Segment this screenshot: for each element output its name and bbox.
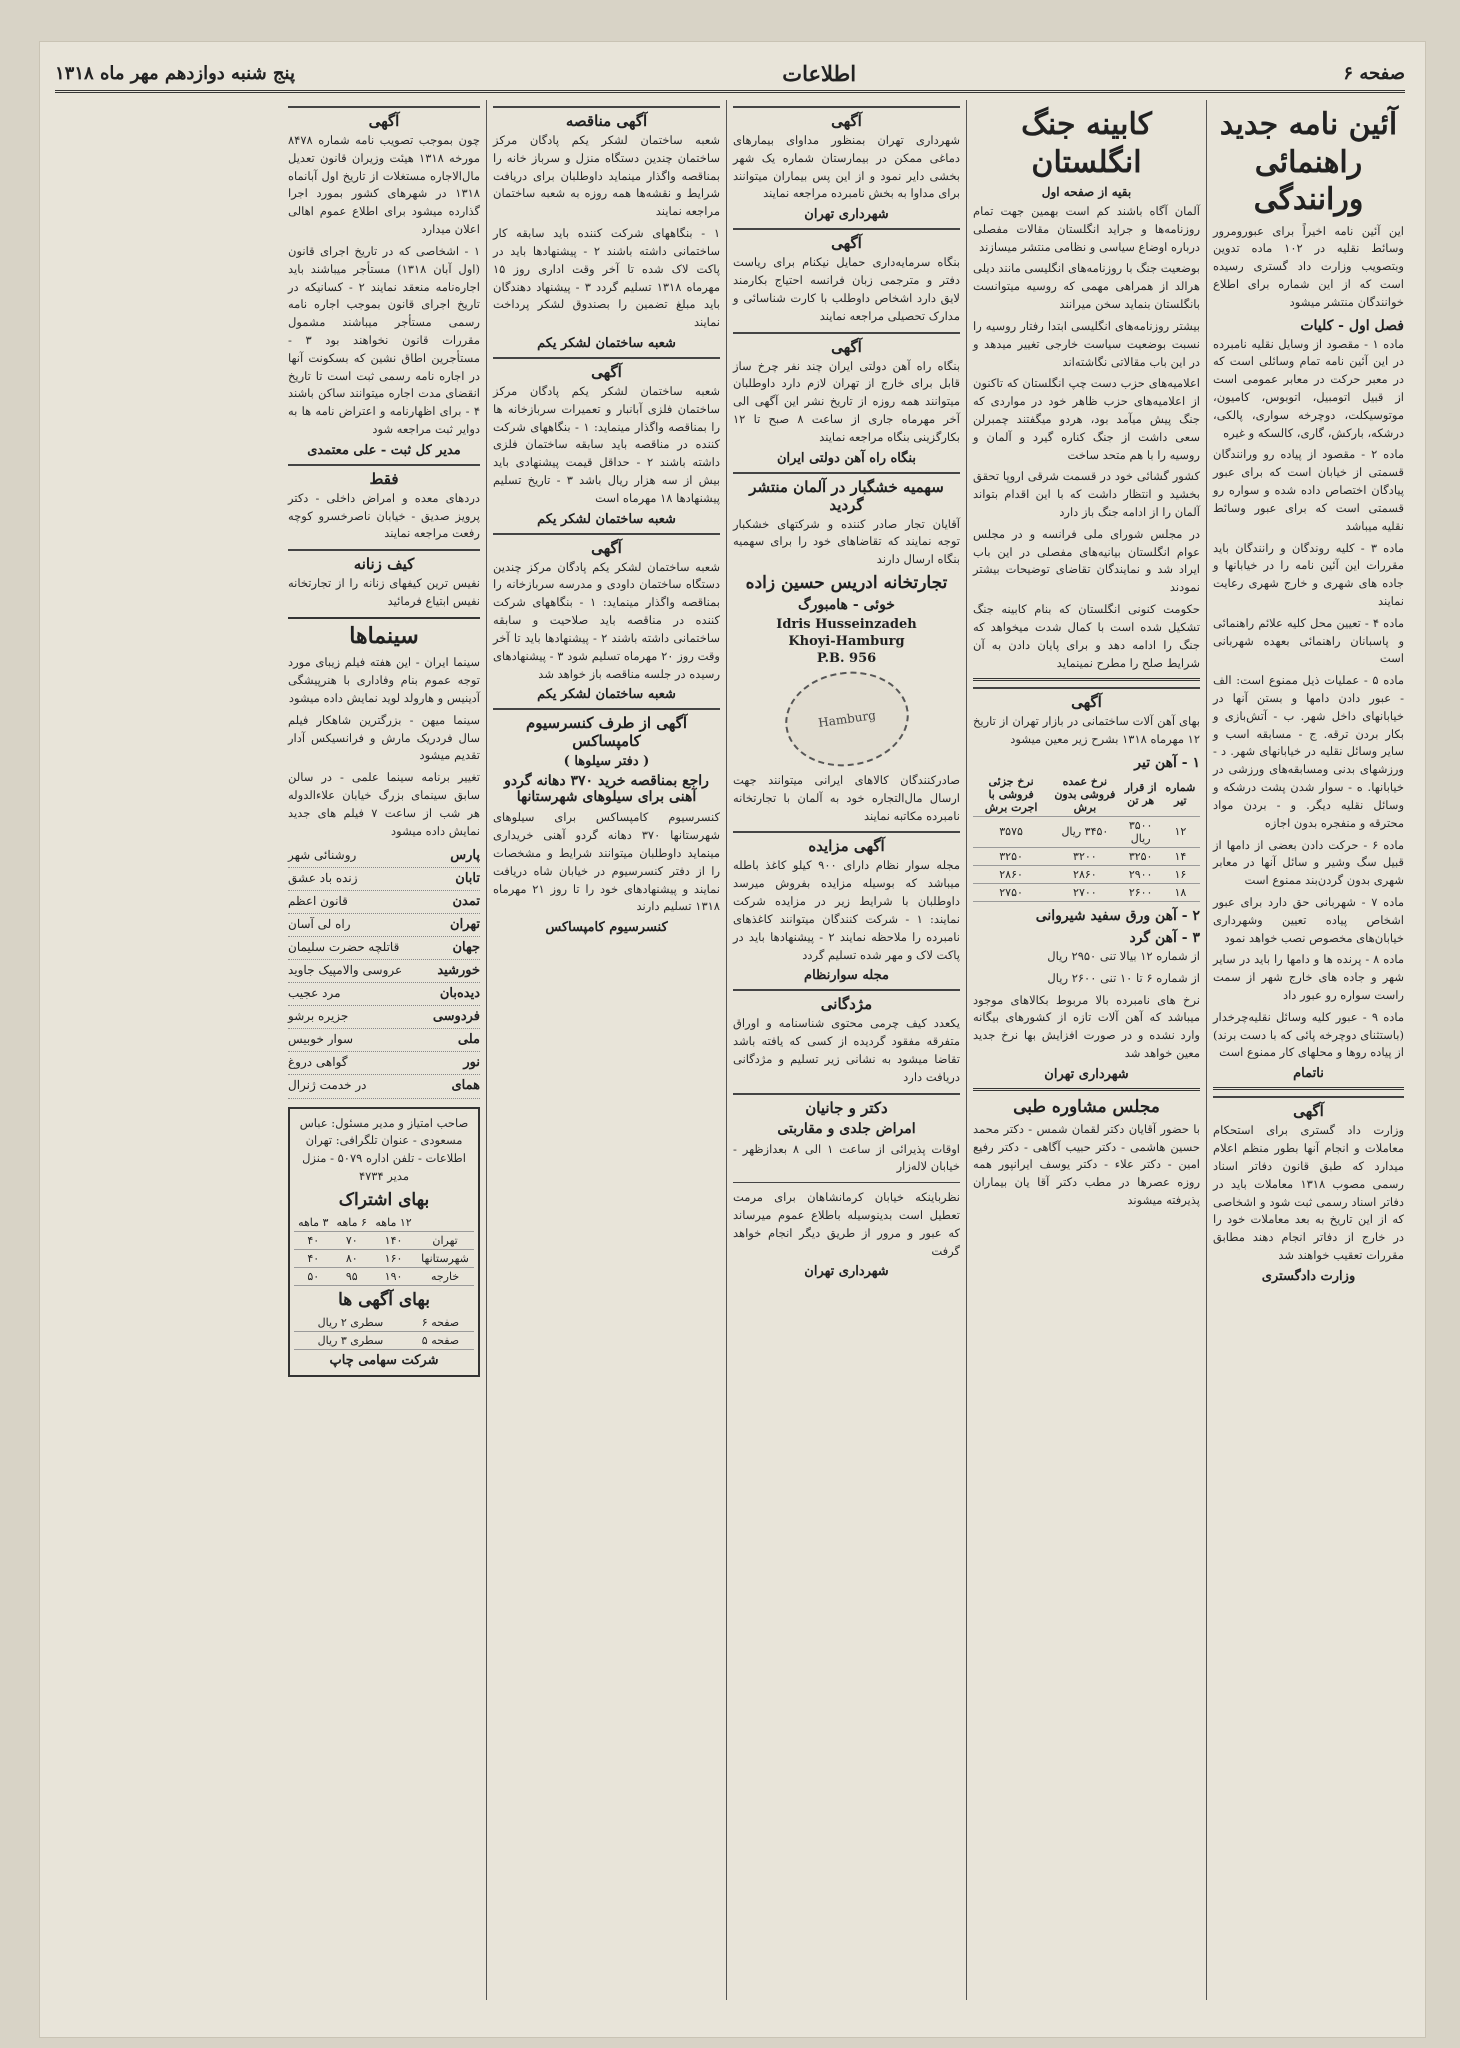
table-cell: ۴۰ — [294, 1249, 333, 1267]
article-continued: ناتمام — [1293, 1066, 1324, 1082]
list-item — [288, 1006, 480, 1029]
stamp-text: Hamburg — [816, 708, 877, 730]
ad-text: شعبه ساختمان لشکر یکم پادگان مرکز چندین دستگاه ساختمان داودی و مدرسه سربازخانه را بمناقصه واگذار مینماید: ۱ - بنگاههای شرکت کننده در مناقصه باید صلاحیت و سابقه ساختمانی داشته باشند ۲ - پیشنهادها باید تا آخر وقت روز ۲۰ مهرماه تسلیم شود ۳ - پیشنهادهای رسیده در جلسه مناقصه باز خواهد شد — [493, 559, 721, 681]
film-title: عروسی والامپیک جاوید — [288, 962, 403, 977]
table-cell: صفحه ۶ — [407, 1314, 474, 1332]
price-heading: ۳ - آهن گرد — [1129, 929, 1200, 946]
headline-traffic-regulations: آئین نامه جدید راهنمائی ورانندگی — [1219, 107, 1398, 217]
list-item — [288, 1029, 480, 1052]
table-row — [294, 1314, 474, 1332]
subscription-table — [294, 1214, 474, 1286]
table-row — [973, 883, 1200, 901]
table-row — [973, 865, 1200, 883]
iron-price-table — [973, 773, 1200, 902]
list-item — [288, 868, 480, 891]
publisher-info: صاحب امتیاز و مدیر مسئول: عباس مسعودی - عنوان تلگرافی: تهران اطلاعات - تلفن اداره ۵۰۷۹ - منزل مدیر ۴۷۳۴ — [299, 1115, 469, 1183]
article-paragraph: بیشتر روزنامه‌های انگلیسی ابتدا رفتار روسیه را نسبت بوضعیت سیاست خارجی تغییر میدهد و در این باب مقالاتی نگاشته‌اند — [973, 318, 1200, 369]
list-item — [288, 983, 480, 1006]
price-line: از شماره ۱۲ بیالا تنی ۲۹۵۰ ریال — [1047, 948, 1200, 963]
ad-signature: شهرداری تهران — [804, 1264, 889, 1280]
list-item — [288, 914, 480, 937]
price-note: نرخ های نامبرده بالا مربوط بکالاهای موجود میباشد که آهن آلات تازه از کشورهای بیگانه وارد نشده و در صورت افزایش بها نرخ جدید معین خواهد شد — [973, 992, 1200, 1060]
cinema-name: ملی — [457, 1032, 480, 1048]
ad-text: شعبه ساختمان لشکر یکم پادگان مرکز ساختمان چندین دستگاه منزل و سرباز خانه را بمناقصه واگذار مینماید داوطلبان برای دریافت شرایط و نقشه‌ها همه روزه به شعبه ساختمان مراجعه نمایند — [493, 133, 720, 219]
table-cell: ۳ ماهه — [294, 1214, 333, 1232]
cinema-paragraph: سینما ایران - این هفته فیلم زیبای مورد توجه عموم بنام وفاداری با هنرپیشگی آدینیس و هارولد لوید نمایش داده میشود — [288, 655, 480, 705]
table-row — [294, 1231, 474, 1249]
film-title: گواهی دروغ — [288, 1055, 348, 1070]
table-cell: ۳۲۰۰ — [1049, 847, 1120, 865]
ad-text: مجله سوار نظام دارای ۹۰۰ کیلو کاغذ باطله میباشد که بوسیله مزایده بفروش میرسد داوطلبان با شرایط زیر در مزایده شرکت نمایند: ۱ - شرکت کنندگان میتوانند کاغذهای نامبرده را ملاحظه نمایند ۲ - پیشنهادها باید در پاکت لاک و مهر شده تسلیم گردد — [733, 858, 960, 962]
ad-text: نفیس ترین کیفهای زنانه را از تجارتخانه نفیس ابتیاع فرمائید — [288, 576, 480, 609]
list-item — [288, 1075, 480, 1098]
price-line: از شماره ۶ تا ۱۰ تنی ۲۶۰۰ ریال — [1047, 970, 1200, 985]
cinema-name: نور — [463, 1055, 480, 1071]
price-heading: ۱ - آهن تیر — [1134, 754, 1200, 771]
masthead — [55, 56, 1405, 93]
ad-title: آگهی — [733, 228, 960, 252]
ad-signature: شعبه ساختمان لشکر یکم — [537, 511, 676, 527]
cinema-name: پارس — [450, 847, 480, 863]
ad-text: بهای آهن آلات ساختمانی در بازار تهران از تاریخ ۱۲ مهرماه ۱۳۱۸ بشرح زیر معین میشود — [973, 714, 1200, 747]
columns — [50, 100, 1410, 2000]
article-paragraph: بوضعیت جنگ با روزنامه‌های انگلیسی مانند دیلی هرالد از همراهی مهمی که روسیه میتوانست بانگلستان بنماید سخن میرانند — [973, 261, 1200, 312]
cinema-name: تمدن — [452, 893, 480, 909]
ad-title: آگهی — [493, 533, 720, 557]
ad-text: نظرباینکه خیابان کرمانشاهان برای مرمت تعطیل است بدینوسیله باطلاع عموم میرساند که عبور و مرور از طریق دیگر انجام خواهد گرفت — [733, 1190, 960, 1258]
ad-heading: راجع بمناقصه خرید ۳۷۰ دهانه گردو آهنی برای سیلوهای شهرستانها — [504, 773, 709, 806]
table-cell: ۱۸ — [1161, 883, 1200, 901]
article-paragraph: در مجلس شورای ملی فرانسه و در مجلس عوام انگلستان بیانیه‌های مفصلی در این باب ایراد شد و نمایندگان تقاضای توضیحات بیشتر نمودند — [973, 526, 1200, 595]
ad-signature: شعبه ساختمان لشکر یکم — [537, 687, 676, 703]
article-paragraph: ماده ۲ - مقصود از پیاده رو ورانندگان قسمتی از خیابان است که برای عبور پیادگان اختصاص داده شده و سواره رو قسمتی است که برای عبور وسائط نقلیه میباشد — [1213, 447, 1404, 533]
table-cell: ۸۰ — [333, 1249, 371, 1267]
cinema-name: فردوسی — [432, 1009, 480, 1025]
company-latin-city: Khoyi-Hamburg — [788, 634, 905, 649]
cinema-list — [288, 845, 480, 1099]
ad-signature: شهرداری تهران — [1044, 1066, 1129, 1082]
table-header: نرخ جزئی فروشی با اجرت برش — [973, 773, 1049, 817]
table-cell: ۳۲۵۰ — [1121, 847, 1161, 865]
table-cell: تهران — [416, 1231, 474, 1249]
stamp-icon — [779, 664, 915, 774]
ad-text: کنسرسیوم کامپساکس برای سیلوهای شهرستانها ۳۷۰ دهانه گردو آهنی خریداری مینماید داوطلبان میتوانند شرایط و مشخصات را از دفتر کنسرسیوم در خیابان شاه دریافت نمایند و پیشنهادهای خود را تا روز ۲۱ مهرماه ۱۳۱۸ تسلیم دارند — [493, 810, 720, 914]
cinema-name: دیده‌بان — [439, 986, 480, 1002]
table-header: از قرار هر تن — [1121, 773, 1161, 817]
ad-text: بنگاه راه آهن دولتی ایران چند نفر چرخ ساز قابل برای خارج از تهران لازم دارد داوطلبان میتوانند همه روزه از تاریخ نشر این آگهی الی آخر مهرماه جاری از ساعت ۸ صبح تا ۱۲ بکارگزینی بنگاه مراجعه نمایند — [733, 358, 960, 444]
ad-title: آگهی مزایده — [733, 831, 960, 855]
table-cell: خارجه — [416, 1267, 474, 1285]
table-cell: سطری ۲ ریال — [294, 1314, 407, 1332]
article-paragraph: ماده ۹ - عبور کلیه وسائل نقلیه‌چرخدار (باستثنای دوچرخه پائی که با دست برند) از پیاده روها و محلهای کار ممنوع است — [1213, 1009, 1404, 1060]
ad-text: دردهای معده و امراض داخلی - دکتر پرویز صدیق - خیابان ناصرخسرو کوچه رفعت مراجعه نمایند — [288, 490, 480, 541]
table-row — [973, 816, 1200, 847]
article-intro: این آئین نامه اخیراً برای عبورومرور وسائط نقلیه در ۱۰۲ ماده تدوین وبتصویب وزارت داد گستری رسیده است که از این شماره برای اطلاع خوانندگان منتشر میشود — [1213, 223, 1404, 309]
table-cell: ۱۶۰ — [371, 1249, 416, 1267]
article-paragraph: آلمان آگاه باشند کم است بهمین جهت تمام روزنامه‌ها و جراید انگلستان مقالات مفصلی درباره اوضاع سیاسی و نظامی منتشر میسازند — [973, 204, 1200, 254]
ad-signature: مدیر کل ثبت - علی معتمدی — [307, 442, 461, 458]
divider — [1213, 1087, 1404, 1090]
list-item — [288, 937, 480, 960]
table-cell: ۲۷۵۰ — [973, 883, 1049, 901]
table-cell: ۳۴۵۰ ریال — [1049, 816, 1120, 847]
article-paragraph: ماده ۵ - عملیات ذیل ممنوع است: الف - عبور دادن دامها و بستن آنها در خیابانهای داخل شهر. ب - آتش‌بازی و بکار بردن ترقه. ج - مسابقه اسب و سایر وسائل نقلیه در خیابانهای شهر. د - ورزشهای بدنی ومسابقه‌های ورزشی در خیابانها. ه - سوار شدن پشت درشکه و وسائل نقلیه دیگر. و - بردن مواد محترقه و منفجره بدون اجازه — [1213, 673, 1404, 830]
cinema-name: تابان — [455, 870, 480, 886]
article-paragraph: کشور گشائی خود در قسمت شرقی اروپا تحقق بخشید و انتظار داشت که با این اقدام بتواند آلمان را از ادامه جنگ باز دارد — [973, 469, 1200, 519]
article-paragraph: ماده ۶ - حرکت دادن بعضی از دامها از قبیل سگ وشیر و سائل آنها در معابر شهری بدون گردن‌بند ممنوع است — [1213, 837, 1405, 888]
table-row — [294, 1214, 474, 1232]
ad-title: آگهی — [733, 332, 960, 356]
table-cell: ۷۰ — [333, 1231, 371, 1249]
ad-signature: شعبه ساختمان لشکر یکم — [537, 335, 676, 351]
ad-text: شهرداری تهران بمنظور مداوای بیمارهای دماغی ممکن در بیمارستان شماره یک شهر بخشی دایر نمود و از این پس بیماران میتوانند برای مداوا به بخش نامبرده مراجعه نمایند — [733, 133, 960, 201]
company-po-box: P.B. 956 — [816, 651, 877, 666]
article-paragraph: ماده ۳ - کلیه روندگان و رانندگان باید مقررات این آئین نامه را در خیابانها و جاده های شهری و خارج شهری رعایت نمایند — [1213, 540, 1404, 608]
list-item — [288, 1052, 480, 1075]
table-header: نرخ عمده فروشی بدون برش — [1049, 773, 1120, 817]
cinema-name: تهران — [450, 916, 480, 932]
ad-price-title: بهای آگهی ها — [338, 1289, 430, 1310]
list-item — [288, 845, 480, 868]
company-latin-name: Idris Husseinzadeh — [776, 617, 917, 632]
film-title: مرد عجیب — [288, 986, 341, 1001]
table-cell: سطری ۳ ریال — [294, 1331, 407, 1349]
table-cell: ۲۷۰۰ — [1049, 883, 1120, 901]
ad-text: اوقات پذیرائی از ساعت ۱ الی ۸ بعدازظهر - خیابان لاله‌زار — [733, 1141, 960, 1174]
table-cell: ۱۲ ماهه — [371, 1214, 416, 1232]
ad-text: آقایان تجار صادر کننده و شرکتهای خشکبار توجه نمایند که تقاضاهای خود را برای سهمیه بنگاه ارسال دارند — [733, 516, 960, 567]
ad-title: دکتر و جانیان — [733, 1093, 960, 1117]
ad-signature: شهرداری تهران — [804, 207, 889, 223]
divider — [973, 678, 1200, 681]
ad-title: آگهی از طرف کنسرسیوم کامپساکس — [493, 708, 720, 750]
ad-signature: کنسرسیوم کامپساکس — [545, 920, 668, 936]
cinemas-heading: سینماها — [288, 617, 480, 651]
table-cell: ۳۲۵۰ — [973, 847, 1049, 865]
table-cell: ۱۲ — [1161, 816, 1200, 847]
table-cell: ۲۹۰۰ — [1121, 865, 1161, 883]
article-paragraph: ماده ۱ - مقصود از وسایل نقلیه نامبرده در این آئین نامه تمام وسائلی است که در معبر حرکت در معابر عمومی است از قبیل اتومبیل، اتوبوس، کامیون، موتوسیکلت، دوچرخه سواری، پالکی، درشکه، بارکش، گاری، کالسکه و غیره — [1213, 336, 1404, 440]
ad-text: شعبه ساختمان لشکر یکم پادگان مرکز ساختمان فلزی آبانبار و تعمیرات سربازخانه ها را بمناقصه واگذار مینماید: ۱ - بنگاههای شرکت کننده در مناقصه باید سابقه ساختمان فلزی داشته باشند ۲ - حداقل قیمت پیشنهادی باید بیش از سه هزار ریال باشد ۳ - تاریخ تسلیم پیشنهادها ۱۸ مهرماه است — [493, 383, 721, 505]
table-cell: ۹۵ — [333, 1267, 371, 1285]
article-paragraph: ماده ۴ - تعیین محل کلیه علائم راهنمائی و پاسبانان راهنمائی بعهده شهربانی است — [1213, 615, 1404, 666]
ad-subtitle: امراض جلدی و مقاربتی — [777, 1120, 916, 1137]
ad-list: ۱ - بنگاههای شرکت کننده باید سابقه کار ساختمانی داشته باشند ۲ - پیشنهادها باید در پاکت لاک شده تا آخر وقت اداری روز ۱۵ مهرماه ۱۳۱۸ تسلیم گردد ۳ - پیشنهاد دهندگان باید مبلغ تضمین را بصندوق لشکر پرداخت نمایند — [493, 226, 721, 330]
ad-text: وزارت داد گستری برای استحکام معاملات و انجام آنها بطور منظم اعلام میدارد که طبق قانون دفاتر اسناد رسمی مصوب ۱۳۱۸ معاملات باید در دفاتر اسناد رسمی ثبت شود و اشخاصی که از این تاریخ به بعد معاملات خود را در خارج از دفاتر انجام دهند مطابق مقررات تعقیب خواهند شد — [1213, 1123, 1404, 1262]
ad-signature: وزارت دادگستری — [1261, 1268, 1356, 1284]
subscription-box — [288, 1107, 480, 1377]
film-title: قاتلچه حضرت سلیمان — [288, 939, 400, 954]
table-cell: ۳۵۷۵ — [973, 816, 1049, 847]
company-name: تجارتخانه ادریس حسین زاده — [745, 573, 948, 593]
table-row — [973, 847, 1200, 865]
table-cell: ۱۶ — [1161, 865, 1200, 883]
ad-title: فقط — [288, 464, 480, 488]
table-header: شماره تیر — [1161, 773, 1200, 817]
ad-title: مجلس مشاوره طبی — [1013, 1096, 1160, 1117]
table-cell: ۵۰ — [294, 1267, 333, 1285]
ad-title: سهمیه خشگبار در آلمان منتشر گردید — [733, 472, 960, 514]
table-cell: ۲۸۶۰ — [1049, 865, 1120, 883]
article-paragraph: ماده ۸ - پرنده ها و دامها را باید در سایر شهر و جاده های خارج شهر از سمت راست سواره رو عبور داد — [1213, 952, 1405, 1002]
table-cell: شهرستانها — [416, 1249, 474, 1267]
subscription-title: بهای اشتراک — [338, 1189, 430, 1210]
ad-text: یکعدد کیف چرمی محتوی شناسنامه و اوراق متفرقه مفقود گردیده از کسی که یافته باشد تقاضا میشود به نشانی زیر تسلیم و مژدگانی دریافت دارد — [733, 1016, 960, 1084]
ad-title: آگهی — [288, 106, 480, 130]
cinema-name: جهان — [452, 939, 480, 955]
column-war-cabinet — [966, 100, 1206, 2000]
table-cell: صفحه ۵ — [407, 1331, 474, 1349]
ad-list: ۱ - اشخاصی که در تاریخ اجرای قانون (اول آبان ۱۳۱۸) مستأجر میباشند باید اجاره‌نامه منعقد نمایند ۲ - کسانیکه در تاریخ اجرای قانون بموجب اجاره نامه رسمی مستأجر میباشند مشمول مقررات قانون نخواهند بود ۳ - مستأجرین اطاق نشین که بسکونت آنها در اجاره نامه رسمی ثبت است تا تاریخ انقضای مدت اجاره میتوانند ساکن باشند ۴ - برای اظهارنامه و اعتراض نامه ها به دوایر ثبت مراجعه شود — [288, 243, 481, 436]
table-cell: ۱۴ — [1161, 847, 1200, 865]
ad-title: کیف زنانه — [288, 549, 480, 573]
issue-date: پنج شنبه دوازدهم مهر ماه ۱۳۱۸ — [55, 62, 295, 84]
ad-signature: مجله سوارنظام — [804, 968, 889, 984]
printer-name: شرکت سهامی چاپ — [329, 1352, 439, 1368]
ad-subtitle: ( دفتر سیلوها ) — [563, 754, 650, 770]
cinema-paragraph: سینما میهن - بزرگترین شاهکار فیلم سال فردریک مارش و فرانسیکس آدار تقدیم میشود — [288, 712, 480, 763]
film-title: در خدمت ژنرال — [288, 1078, 367, 1093]
ad-title: آگهی — [973, 687, 1200, 711]
column-ads-middle — [726, 100, 966, 2000]
table-cell: ۱۴۰ — [371, 1231, 416, 1249]
ad-text: بنگاه سرمایه‌داری حمایل نیکنام برای ریاست دفتر و مترجمی زبان فرانسه احتیاج بکارمند لایق دارد اشخاص داوطلب با کارت شناسائی و مدارک تحصیلی مراجعه نمایند — [733, 255, 960, 323]
price-heading: ۲ - آهن ورق سفید شیروانی — [1035, 907, 1200, 924]
table-cell: ۲۶۰۰ — [1121, 883, 1161, 901]
list-item — [288, 960, 480, 983]
table-cell — [416, 1214, 474, 1232]
list-item — [288, 891, 480, 914]
column-notices-cinemas — [282, 100, 486, 2000]
headline-war-cabinet: کابینه جنگ انگلستان — [1021, 107, 1152, 180]
ad-title: آگهی — [733, 106, 960, 130]
table-cell: ۱۹۰ — [371, 1267, 416, 1285]
table-cell: ۴۰ — [294, 1231, 333, 1249]
ad-text: چون بموجب تصویب نامه شماره ۸۴۷۸ مورخه ۱۳۱۸ هیئت وزیران قانون تعدیل مال‌الاجاره مستغلات از تاریخ اول آبانماه ۱۳۱۸ در شهرهای کشور بمورد اجرا گذارده میشود برای اطلاع عموم اهالی اعلان میدارد — [288, 133, 480, 237]
cinema-name: خورشید — [437, 962, 480, 978]
table-cell: ۶ ماهه — [333, 1214, 371, 1232]
table-cell: ۳۵۰۰ ریال — [1121, 816, 1161, 847]
divider — [733, 1182, 960, 1183]
ad-title: آگهی — [1213, 1096, 1404, 1120]
ad-signature: بنگاه راه آهن دولتی ایران — [776, 450, 916, 466]
continued-from: بقیه از صفحه اول — [1041, 185, 1132, 199]
article-paragraph: ماده ۷ - شهربانی حق دارد برای عبور اشخاص پیاده تعیین وشهرداری خیابان‌های مخصوص نصب خواهد نمود — [1213, 894, 1404, 945]
article-paragraph: حکومت کنونی انگلستان که بنام کابینه جنگ تشکیل شده است با کمال شدت میخواهد که جنگ را ادامه دهد و برای پایان دادن به آن شرایط صلح را مطرح نمینماید — [973, 602, 1200, 670]
ad-price-table — [294, 1314, 474, 1350]
film-title: قانون اعظم — [288, 893, 348, 908]
film-title: راه لی آسان — [288, 916, 351, 931]
column-regulations — [1206, 100, 1410, 2000]
film-title: روشنائی شهر — [288, 847, 357, 862]
company-city: خوئی - هامبورگ — [798, 597, 895, 613]
page-number: صفحه ۶ — [1343, 62, 1405, 84]
film-title: جزیره برشو — [288, 1009, 349, 1024]
table-row — [294, 1267, 474, 1285]
cinema-name: همای — [451, 1078, 480, 1094]
film-title: سوار خوبیس — [288, 1032, 354, 1047]
ad-text: صادرکنندگان کالاهای ایرانی میتوانند جهت ارسال مال‌التجاره خود به آلمان با تجارتخانه نامبرده مکاتبه نمایند — [733, 773, 960, 823]
section-heading: فصل اول - کلیات — [1300, 317, 1404, 334]
table-cell: ۲۸۶۰ — [973, 865, 1049, 883]
ad-title: مژدگانی — [733, 989, 960, 1013]
column-tenders — [486, 100, 726, 2000]
table-row — [294, 1331, 474, 1349]
ad-text: با حضور آقایان دکتر لقمان شمس - دکتر محمد حسین هاشمی - دکتر حبیب آگاهی - دکتر رفیع امین - دکتر علاء - دکتر یوسف ایرانپور همه روزه عصرها در مطب دکتر آقا یان بیماران پذیرفته میشوند — [973, 1121, 1200, 1208]
ad-title: آگهی — [493, 357, 720, 381]
newspaper-title: اطلاعات — [782, 60, 857, 86]
divider — [973, 1088, 1200, 1091]
film-title: زنده باد عشق — [288, 870, 358, 885]
cinema-paragraph: تغییر برنامه سینما علمی - در سالن سابق سینمای بزرگ خیابان علاءالدوله هر شب از ساعت ۷ فیلم های جدید نمایش داده میشود — [288, 770, 480, 838]
ad-title: آگهی مناقصه — [493, 106, 720, 130]
table-row — [294, 1249, 474, 1267]
article-paragraph: اعلامیه‌های حزب دست چپ انگلستان که تاکنون از اعلامیه‌های حزب ظاهر خود در مواردی که جنگ پیش میآمد بود، هردو میگفتند چمبرلن سعی داشت از جنگ کناره گیرد و آلمان و روسیه را با هم متحد ساخت — [973, 376, 1200, 462]
